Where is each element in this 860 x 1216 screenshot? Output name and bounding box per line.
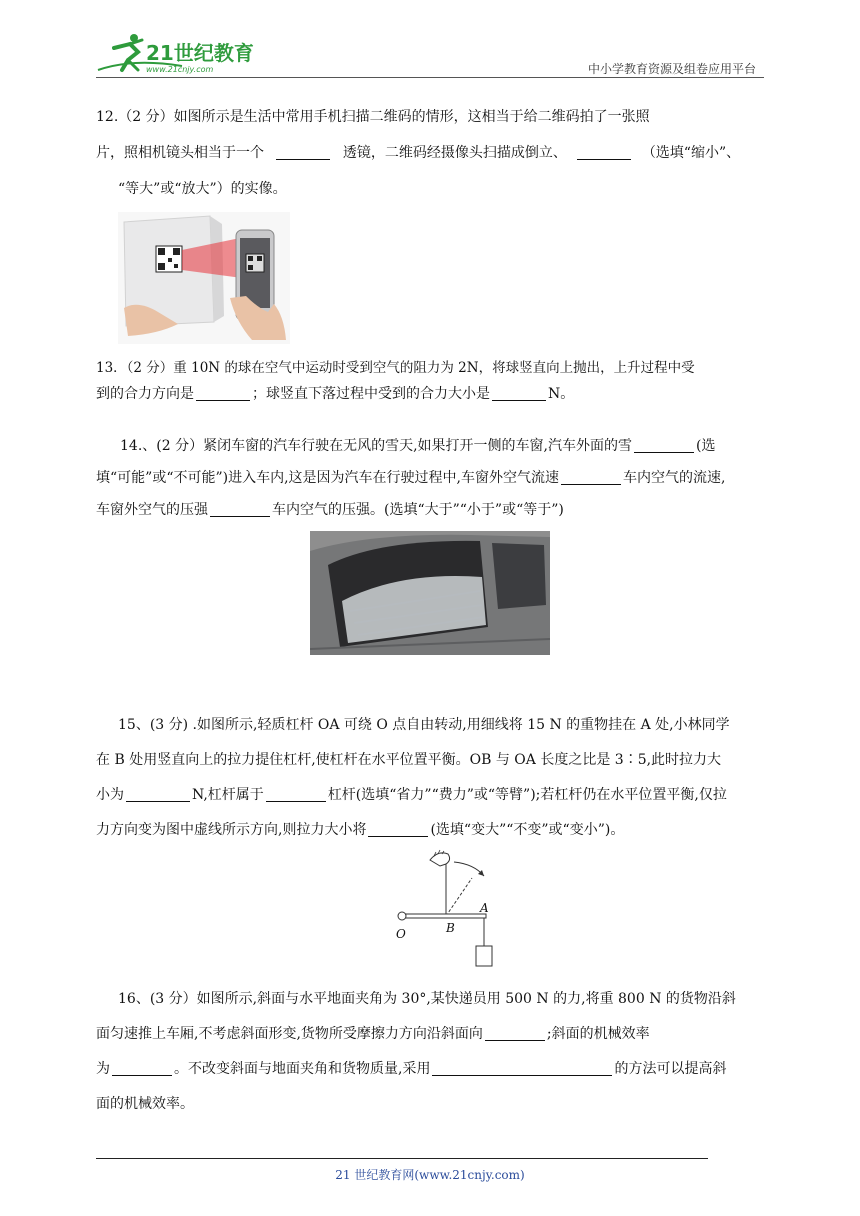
q12-line-1: 12.（2 分）如图所示是生活中常用手机扫描二维码的情形，这相当于给二维码拍了一张照: [96, 109, 650, 125]
q16-line-1: 16、(3 分）如图所示,斜面与水平地面夹角为 30°,某快递员用 500 N 的力,将重 800 N 的货物沿斜: [118, 991, 736, 1007]
q12-blank-2[interactable]: [577, 145, 631, 160]
car-window-photo: [310, 531, 550, 655]
question-13: [96, 355, 766, 408]
question-16: [96, 982, 766, 1122]
q13-blank-2[interactable]: [492, 386, 546, 401]
svg-text:21世纪教育: 21世纪教育: [146, 41, 254, 65]
label-o: O: [396, 927, 406, 941]
q15-line-4: 力方向变为图中虚线所示方向,则拉力大小将 (选填“变大”“不变”或“变小”)。: [96, 822, 625, 838]
q15-line-1: 15、(3 分) .如图所示,轻质杠杆 OA 可绕 O 点自由转动,用细线将 15 N 的重物挂在 A 处,小林同学: [118, 717, 730, 733]
q16-blank-2[interactable]: [112, 1061, 172, 1076]
qr-scan-photo: [118, 212, 290, 344]
q16-blank-3[interactable]: [432, 1061, 612, 1076]
q15-blank-1[interactable]: [126, 787, 190, 802]
q15-blank-3[interactable]: [368, 822, 428, 837]
q14-blank-3[interactable]: [210, 502, 270, 517]
q12-line-2: 片，照相机镜头相当于一个 透镜，二维码经摄像头扫描成倒立、 （选填“缩小”、: [96, 145, 741, 161]
q16-line-4: 面的机械效率。: [96, 1096, 194, 1112]
page-header: [0, 0, 860, 80]
q14-line-1: 14.、(2 分）紧闭车窗的汽车行驶在无风的雪天,如果打开一侧的车窗,汽车外面的雪 (选: [120, 438, 716, 454]
q16-blank-1[interactable]: [485, 1026, 545, 1041]
question-14: [96, 430, 766, 527]
svg-text:www.21cnjy.com: www.21cnjy.com: [146, 65, 214, 74]
q14-line-3: 车窗外空气的压强 车内空气的压强。(选填“大于”“小于”或“等于”): [96, 502, 564, 519]
q12-blank-1[interactable]: [276, 145, 330, 160]
q12-line-3: “等大”或“放大”）的实像。: [118, 181, 287, 197]
label-a: A: [480, 901, 489, 915]
label-b: B: [446, 921, 455, 935]
site-logo: [92, 30, 262, 76]
q14-line-2: 填“可能”或“不可能”)进入车内,这是因为汽车在行驶过程中,车窗外空气流速 车内空气的流速,: [96, 470, 726, 487]
header-divider: [96, 77, 764, 78]
q13-line-2: 到的合力方向是 ；球竖直下落过程中受到的合力大小是 N。: [96, 386, 575, 402]
platform-title: 中小学教育资源及组卷应用平台: [587, 62, 756, 76]
question-12: [96, 103, 766, 203]
q13-blank-1[interactable]: [196, 386, 250, 401]
q16-line-3: 为 。不改变斜面与地面夹角和货物质量,采用 的方法可以提高斜: [96, 1061, 727, 1077]
q15-line-3: 小为 N,杠杆属于 杠杆(选填“省力”“费力”或“等臂”);若杠杆仍在水平位置平衡,仅拉: [96, 787, 727, 803]
q14-blank-2[interactable]: [561, 470, 621, 485]
q16-line-2: 面匀速推上车厢,不考虑斜面形变,货物所受摩擦力方向沿斜面向 ;斜面的机械效率: [96, 1026, 650, 1042]
question-15: [96, 708, 766, 848]
q15-blank-2[interactable]: [266, 787, 326, 802]
q15-line-2: 在 B 处用竖直向上的拉力提住杠杆,使杠杆在水平位置平衡。OB 与 OA 长度之比是 3∶5,此时拉力大: [96, 752, 722, 768]
footer-divider: [96, 1158, 708, 1159]
q14-blank-1[interactable]: [634, 438, 694, 453]
lever-diagram: [390, 846, 500, 970]
q13-line-1: 13．（2 分）重 10N 的球在空气中运动时受到空气的阻力为 2N，将球竖直向上抛出，上升过程中受: [96, 360, 695, 376]
footer-text: 21 世纪教育网(www.21cnjy.com): [335, 1168, 525, 1182]
